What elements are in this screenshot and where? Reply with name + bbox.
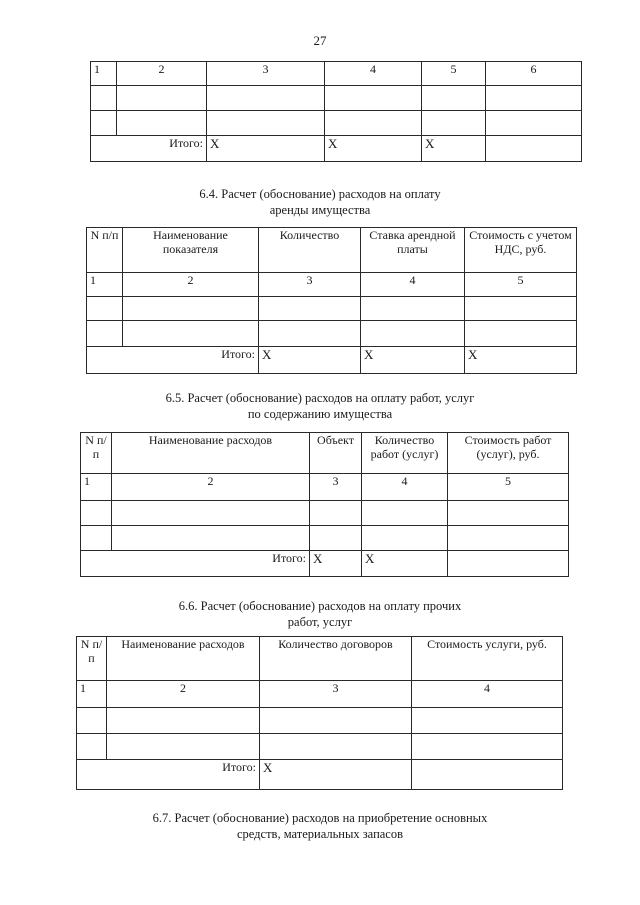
x-mark: X [207,136,325,162]
header-cell: Стоимость с учетом НДС, руб. [465,228,577,273]
header-cell: Объект [310,433,362,474]
cell-number: 3 [207,62,325,86]
caption-line: по содержанию имущества [247,407,393,422]
cell-number: 4 [361,273,465,297]
table-number-row [81,474,569,501]
header-cell: Стоимость работ (услуг), руб. [448,433,569,474]
header-cell: N п/п [77,637,107,681]
cell-number: 2 [123,273,259,297]
total-row [77,760,563,790]
header-cell: Количество [259,228,361,273]
table-header-row [81,433,569,474]
cell-number: 3 [260,681,412,708]
table-6-6 [76,636,563,790]
total-row [81,551,569,577]
total-label: Итого: [91,136,207,162]
cell-number: 4 [325,62,422,86]
cell-number: 3 [310,474,362,501]
table-row [81,526,569,551]
cell-number: 4 [362,474,448,501]
x-mark: X [361,347,465,374]
caption-6-4 [0,186,640,219]
table-header-row [87,228,577,273]
x-mark: X [422,136,486,162]
x-mark: X [325,136,422,162]
total-label: Итого: [81,551,310,577]
cell-number: 6 [486,62,582,86]
header-cell: N п/п [87,228,123,273]
total-row [91,136,582,162]
table-6-5 [80,432,569,577]
cell-number: 1 [87,273,123,297]
table-number-row [87,273,577,297]
table-number-row [77,681,563,708]
x-mark: X [465,347,577,374]
header-cell: Количество работ (услуг) [362,433,448,474]
table-number-row [91,62,582,86]
table-row [77,734,563,760]
cell-number: 5 [465,273,577,297]
table-header-row [77,637,563,681]
header-cell: Ставка арендной платы [361,228,465,273]
header-cell: Наименование показателя [123,228,259,273]
table-row [87,321,577,347]
total-label: Итого: [77,760,260,790]
cell-number: 3 [259,273,361,297]
total-label: Итого: [87,347,259,374]
cell-number: 5 [448,474,569,501]
x-mark: X [260,760,412,790]
cell-number: 5 [422,62,486,86]
cell-number: 2 [112,474,310,501]
caption-line: 6.5. Расчет (обоснование) расходов на оплату работ, услуг [165,391,475,405]
cell-number: 2 [117,62,207,86]
continuation-table [90,61,582,162]
cell-number: 1 [77,681,107,708]
table-6-4 [86,227,577,374]
caption-line: работ, услуг [287,615,353,630]
cell-number: 1 [81,474,112,501]
x-mark: X [259,347,361,374]
table-row [91,86,582,111]
header-cell: Количество договоров [260,637,412,681]
header-cell: N п/п [81,433,112,474]
page-number: 27 [313,33,327,48]
table-row [77,708,563,734]
x-mark: X [362,551,448,577]
caption-6-5 [0,390,640,423]
caption-6-7 [0,810,640,843]
caption-line: аренды имущества [269,203,371,218]
header-cell: Наименование расходов [107,637,260,681]
header-cell: Стоимость услуги, руб. [412,637,563,681]
caption-line: 6.6. Расчет (обоснование) расходов на оплату прочих [178,599,462,613]
table-row [81,501,569,526]
header-cell: Наименование расходов [112,433,310,474]
table-row [91,111,582,136]
caption-line: 6.7. Расчет (обоснование) расходов на приобретение основных [152,811,488,825]
table-row [87,297,577,321]
cell-number: 2 [107,681,260,708]
caption-line: 6.4. Расчет (обоснование) расходов на оплату [199,187,441,201]
total-row [87,347,577,374]
caption-line: средств, материальных запасов [236,827,404,842]
caption-6-6 [0,598,640,631]
cell-number: 1 [91,62,117,86]
x-mark: X [310,551,362,577]
cell-number: 4 [412,681,563,708]
